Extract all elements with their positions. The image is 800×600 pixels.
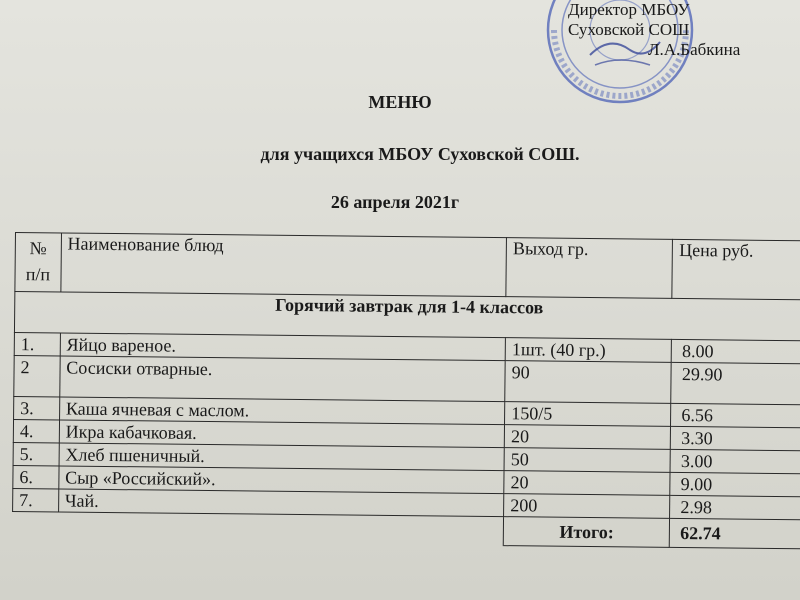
header-price: Цена руб.	[672, 239, 800, 299]
row-number: 5.	[13, 442, 59, 465]
row-dish: Сыр «Российский».	[59, 466, 505, 494]
section-title: Горячий завтрак для 1-4 классов	[14, 292, 800, 341]
row-number: 3.	[14, 396, 60, 419]
row-dish: Хлеб пшеничный.	[59, 443, 505, 471]
menu-title: МЕНЮ	[368, 92, 432, 112]
row-yield: 1шт. (40 гр.)	[505, 338, 671, 363]
row-yield: 20	[504, 425, 670, 450]
header-yield: Выход гр.	[506, 238, 673, 299]
row-yield: 90	[505, 361, 672, 404]
row-number: 7.	[13, 488, 59, 511]
header-number	[15, 233, 61, 292]
row-price: 6.56	[671, 403, 800, 427]
table-header-row	[15, 233, 800, 300]
row-dish: Икра кабачковая.	[59, 420, 505, 448]
row-price: 3.30	[671, 426, 800, 450]
header-number-abbr: п/п	[25, 264, 51, 285]
row-number: 4.	[13, 419, 59, 442]
total-spacer	[12, 511, 503, 545]
row-yield: 200	[504, 494, 670, 519]
menu-subtitle: для учащихся МБОУ Суховской СОШ.	[260, 144, 580, 164]
row-yield: 150/5	[505, 402, 671, 427]
header-dish-name: Наименование блюд	[61, 233, 507, 297]
row-yield: 50	[504, 448, 670, 473]
row-dish: Чай.	[58, 489, 504, 517]
row-number: 1.	[14, 332, 60, 355]
row-price: 9.00	[670, 472, 800, 496]
row-dish: Каша ячневая с маслом.	[59, 397, 505, 425]
approval-block	[568, 0, 740, 60]
total-value: 62.74	[670, 518, 800, 548]
row-price: 3.00	[670, 449, 800, 473]
row-number: 6.	[13, 465, 59, 488]
approval-signatory: Л.А.Бабкина	[648, 40, 741, 59]
approval-organization: Суховской СОШ	[568, 20, 690, 39]
row-price: 2.98	[670, 495, 800, 519]
row-price: 8.00	[671, 339, 800, 363]
menu-date: 26 апреля 2021г	[330, 192, 460, 212]
row-yield: 20	[504, 471, 670, 496]
row-dish: Сосиски отварные.	[60, 356, 506, 402]
approval-position: Директор МБОУ	[568, 0, 690, 19]
header-number-sign: №	[29, 238, 47, 259]
row-number: 2	[14, 355, 60, 396]
row-dish: Яйцо вареное.	[60, 333, 506, 361]
row-price: 29.90	[671, 362, 800, 404]
menu-table	[12, 232, 800, 549]
total-label: Итого:	[503, 517, 669, 548]
